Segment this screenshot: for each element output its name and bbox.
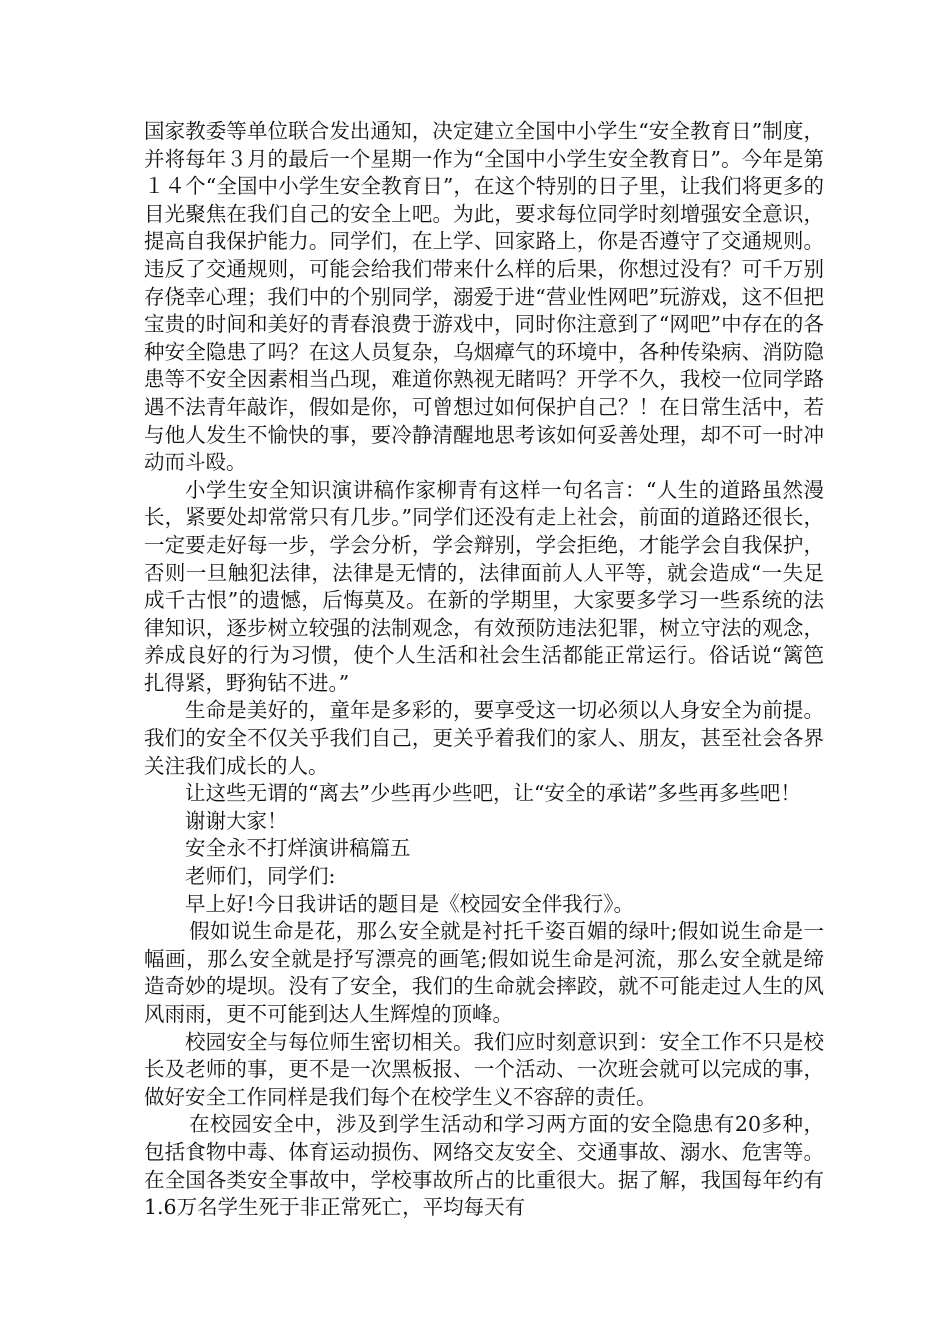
section-title: 安全永不打烊演讲稿篇五: [185, 836, 411, 861]
paragraph-10: 校园安全与每位师生密切相关。我们应时刻意识到：安全工作不只是校长及老师的事，更不是一次黑板报、一个活动、一次班会就可以完成的事，做好安全工作同样是我们每个在校学生义不容辞的责任。: [144, 1029, 824, 1109]
salutation: 老师们，同学们:: [185, 864, 336, 889]
greeting: 早上好!今日我讲话的题目是《校园安全伴我行》。: [185, 891, 634, 916]
paragraph-5: 谢谢大家！: [185, 808, 288, 833]
paragraph-4: 让这些无谓的“离去”少些再少些吧，让“安全的承诺”多些再多些吧！: [185, 781, 801, 806]
paragraph-3: 生命是美好的，童年是多彩的，要享受这一切必须以人身安全为前提。我们的安全不仅关乎我们自己，更关乎着我们的家人、朋友，甚至社会各界关注我们成长的人。: [144, 698, 824, 778]
paragraph-11: 在校园安全中，涉及到学生活动和学习两方面的安全隐患有20多种，包括食物中毒、体育运动损伤、网络交友安全、交通事故、溺水、危害等。在全国各类安全事故中，学校事故所占的比重很大。据了解，我国每年约有1.6万名学生死于非正常死亡，平均每天有: [144, 1112, 824, 1220]
paragraph-9: 假如说生命是花，那么安全就是衬托千姿百媚的绿叶;假如说生命是一幅画，那么安全就是抒写漂亮的画笔;假如说生命是河流，那么安全就是缔造奇妙的堤坝。没有了安全，我们的生命就会摔跤，就不可能走过人生的风风雨雨，更不可能到达人生辉煌的顶峰。: [144, 919, 824, 1026]
paragraph-1: 国家教委等单位联合发出通知，决定建立全国中小学生“安全教育日”制度，并将每年３月的最后一个星期一作为“全国中小学生安全教育日”。今年是第１４个“全国中小学生安全教育日”，在这个特别的日子里，让我们将更多的目光聚焦在我们自己的安全上吧。为此，要求每位同学时刻增强安全意识，提高自我保护能力。同学们，在上学、回家路上，你是否遵守了交通规则。违反了交通规则，可能会给我们带来什么样的后果，你想过没有？可千万别存侥幸心理；我们中的个别同学，溺爱于进“营业性网吧”玩游戏，这不但把宝贵的时间和美好的青春浪费于游戏中，同时你注意到了“网吧”中存在的各种安全隐患了吗？在这人员复杂，乌烟瘴气的环境中，各种传染病、消防隐患等不安全因素相当凸现，难道你熟视无睹吗？开学不久，我校一位同学路遇不法青年敲诈，假如是你，可曾想过如何保护自己？！在日常生活中，若与他人发生不愉快的事，要冷静清醒地思考该如何妥善处理，却不可一时冲动而斗殴。: [144, 119, 824, 475]
paragraph-2: 小学生安全知识演讲稿作家柳青有这样一句名言：“人生的道路虽然漫长，紧要处却常常只有几步。”同学们还没有走上社会，前面的道路还很长，一定要走好每一步，学会分析，学会辩别，学会拒绝，才能学会自我保护，否则一旦触犯法律，法律是无情的，法律面前人人平等，就会造成“一失足成千古恨”的遗憾，后悔莫及。在新的学期里，大家要多学习一些系统的法律知识，逐步树立较强的法制观念，有效预防违法犯罪，树立守法的观念，养成良好的行为习惯，使个人生活和社会生活都能正常运行。俗话说“篱笆扎得紧，野狗钻不进。”: [144, 477, 824, 695]
document-body: [144, 118, 824, 1222]
